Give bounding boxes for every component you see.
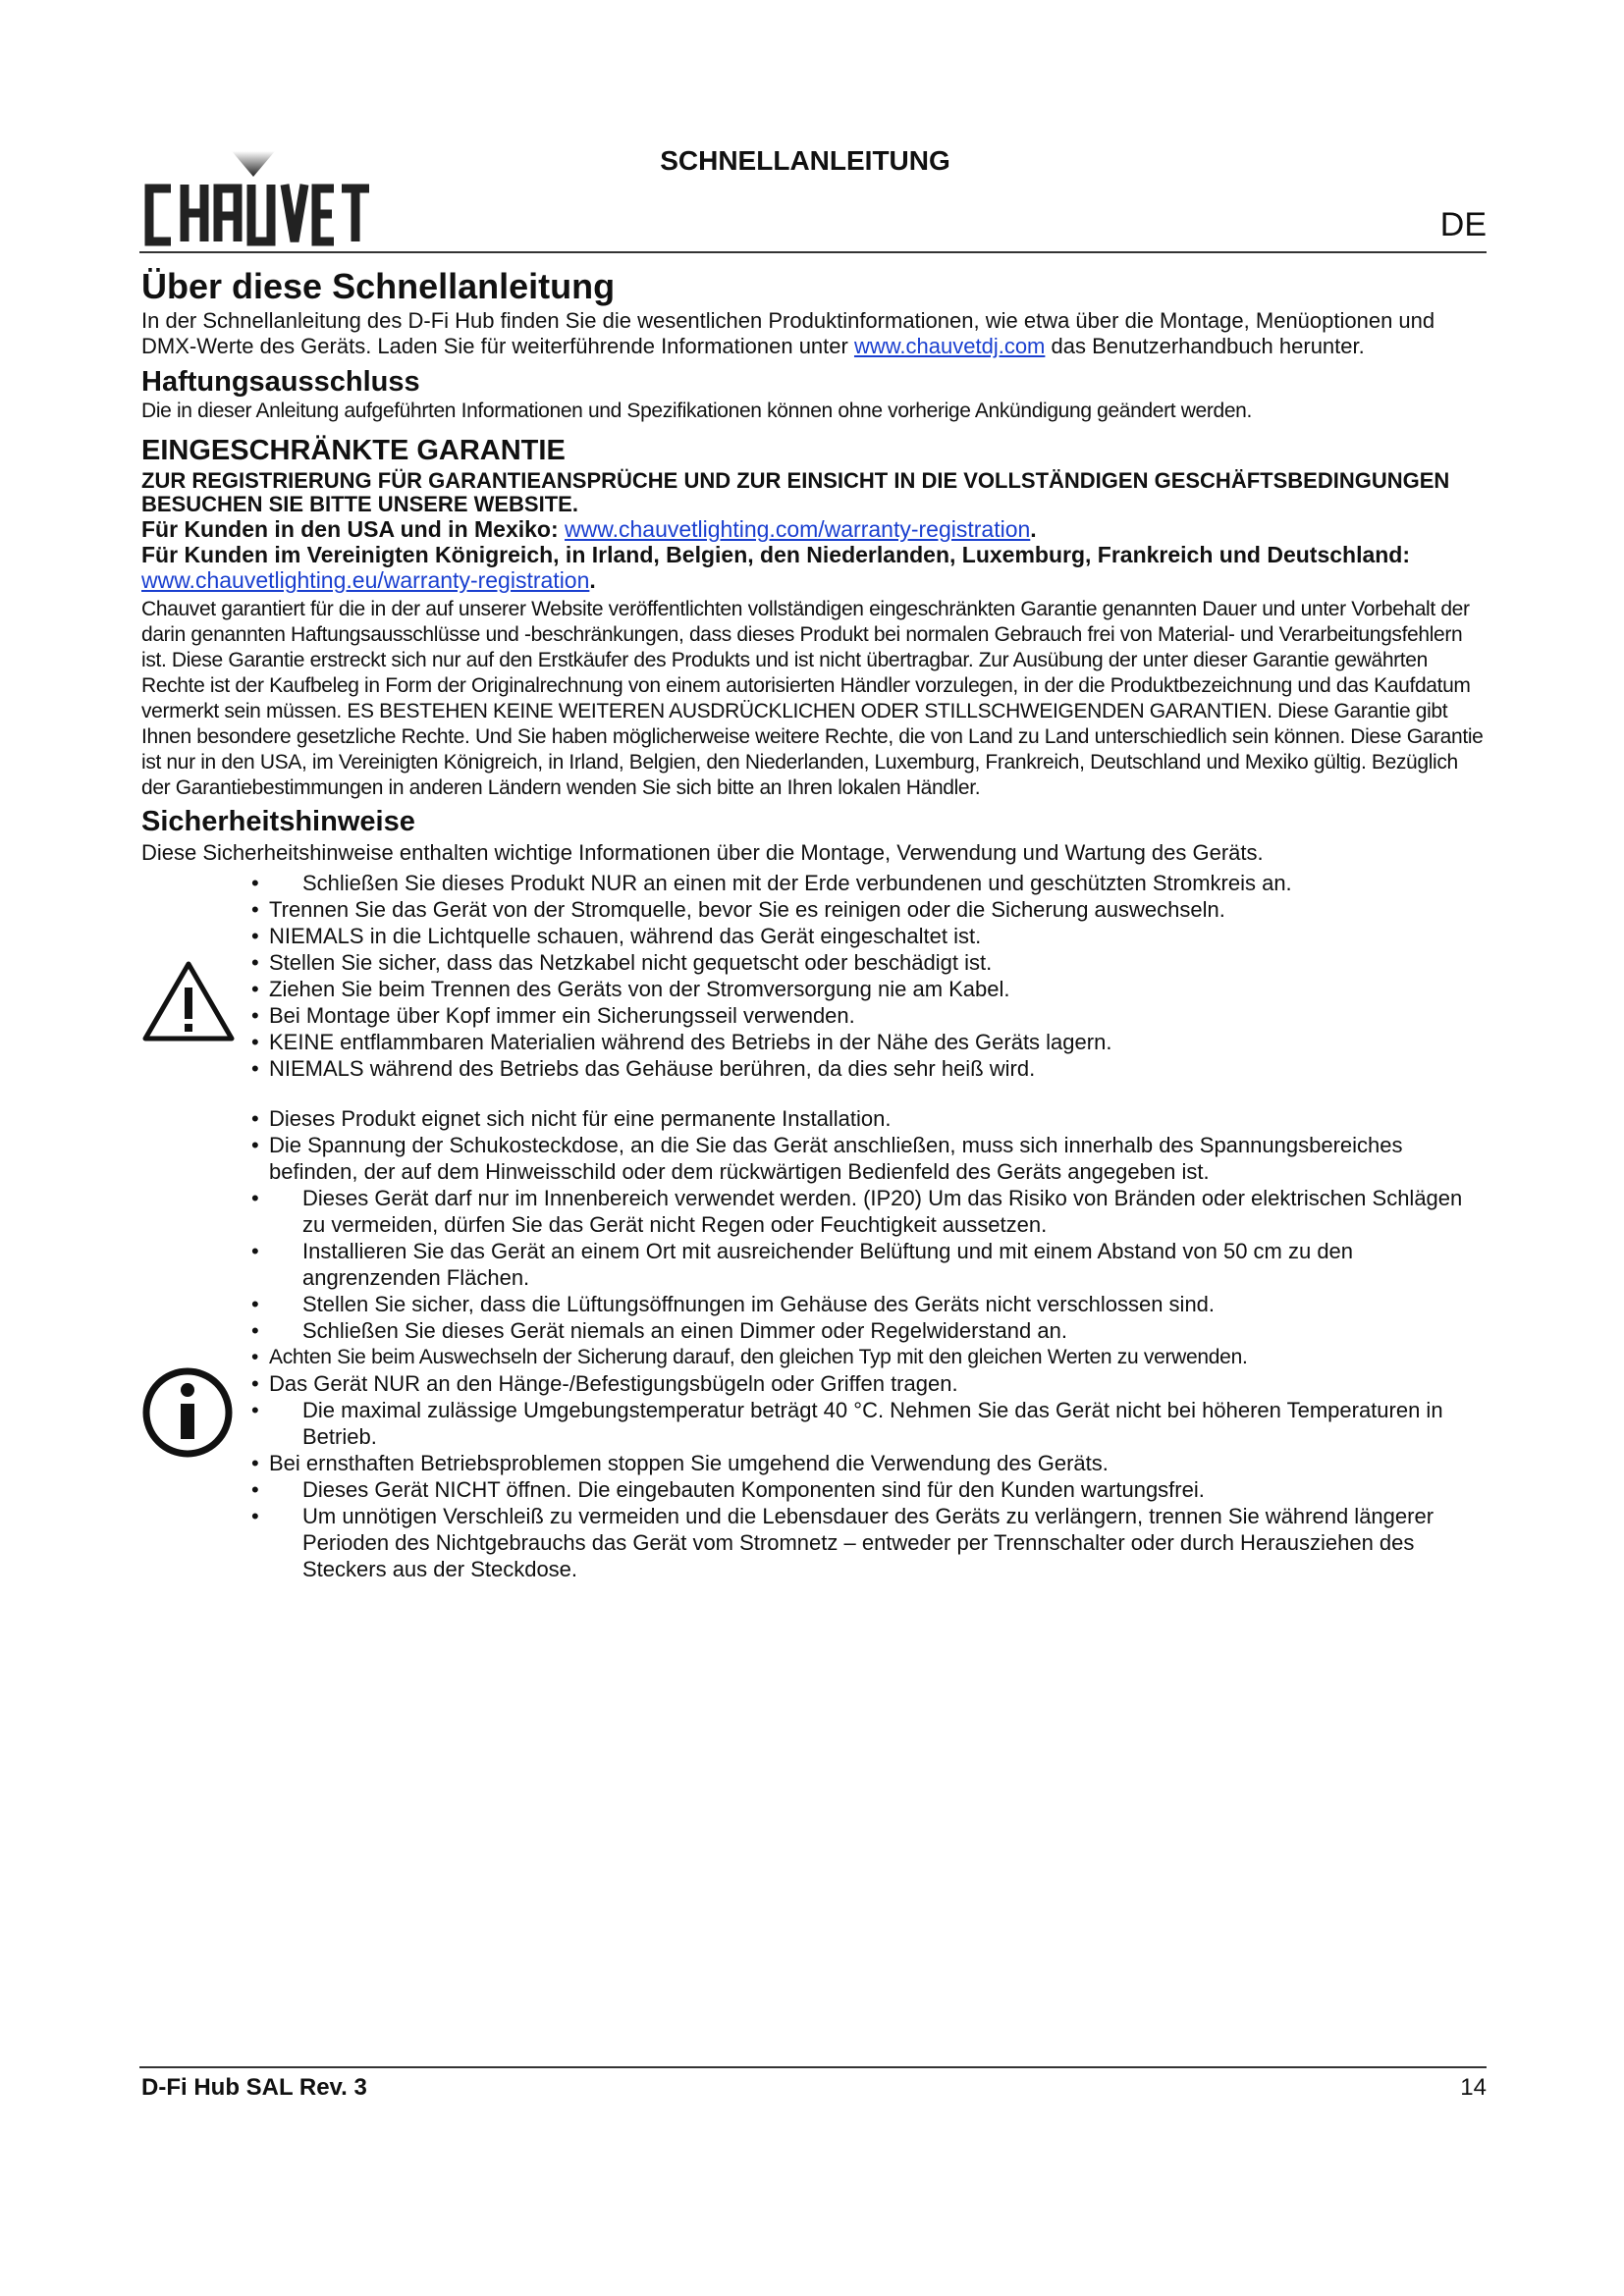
warning-list — [141, 870, 1489, 1082]
warning-item: • Trennen Sie das Gerät von der Stromquelle, bevor Sie es reinigen oder die Sicherung auswechseln. — [251, 896, 1489, 923]
header-title: SCHNELLANLEITUNG — [660, 145, 950, 176]
footer-doc-name: D-Fi Hub SAL Rev. 3 — [141, 2074, 367, 2101]
warning-item: • Schließen Sie dieses Produkt NUR an einen mit der Erde verbundenen und geschützten Stromkreis an. — [251, 870, 1489, 896]
warranty-eu-label: Für Kunden im Vereinigten Königreich, in Irland, Belgien, den Niederlanden, Luxemburg, Frankreich und Deutschland: — [141, 542, 1411, 567]
warranty-usa-link[interactable]: www.chauvetlighting.com/warranty-registration — [565, 516, 1031, 542]
warning-triangle-icon — [141, 958, 236, 1042]
warranty-eu: Für Kunden im Vereinigten Königreich, in Irland, Belgien, den Niederlanden, Luxemburg, Frankreich und Deutschland: www.chauvetlighting.eu/warranty-registration. — [141, 542, 1411, 593]
about-text-before: In der Schnellanleitung des D-Fi Hub finden Sie die wesentlichen Produktinformationen, wie etwa über die Montage, Menüoptionen und DMX-Werte des Geräts. Laden Sie für weiterführende Informationen unter — [141, 308, 1435, 358]
info-item: • Die maximal zulässige Umgebungstemperatur beträgt 40 °C. Nehmen Sie das Gerät nicht bei höheren Temperaturen in Betrieb. — [251, 1397, 1489, 1450]
safety-title: Sicherheitshinweise — [141, 806, 415, 837]
info-item: • Um unnötigen Verschleiß zu vermeiden und die Lebensdauer des Geräts zu verlängern, trennen Sie während längerer Perioden des Nichtgebrauchs das Gerät vom Stromnetz – entweder per Trennschalter oder durch Herausziehen des Steckers aus der Steckdose. — [251, 1503, 1489, 1582]
info-circle-icon — [141, 1366, 234, 1459]
warranty-title: EINGESCHRÄNKTE GARANTIE — [141, 435, 566, 466]
header-divider — [139, 251, 1487, 253]
info-item: • Installieren Sie das Gerät an einem Ort mit ausreichender Belüftung und mit einem Abstand von 50 cm zu den angrenzenden Flächen. — [251, 1238, 1489, 1291]
language-code: DE — [1439, 206, 1487, 243]
warning-item: • Stellen Sie sicher, dass das Netzkabel nicht gequetscht oder beschädigt ist. — [251, 949, 1489, 976]
warning-item: • NIEMALS während des Betriebs das Gehäuse berühren, da dies sehr heiß wird. — [251, 1055, 1489, 1082]
disclaimer-title: Haftungsausschluss — [141, 366, 420, 398]
about-title: Über diese Schnellanleitung — [141, 266, 616, 306]
info-item: • Achten Sie beim Auswechseln der Sicherung darauf, den gleichen Typ mit den gleichen Werten zu verwenden. — [251, 1344, 1489, 1370]
warning-item: • Ziehen Sie beim Trennen des Geräts von der Stromversorgung nie am Kabel. — [251, 976, 1489, 1002]
warning-item: • KEINE entflammbaren Materialien während des Betriebs in der Nähe des Geräts lagern. — [251, 1029, 1489, 1055]
warranty-usa: Für Kunden in den USA und in Mexiko: www.chauvetlighting.com/warranty-registration. — [141, 516, 1037, 542]
warning-item: • NIEMALS in die Lichtquelle schauen, während das Gerät eingeschaltet ist. — [251, 923, 1489, 949]
warranty-eu-link[interactable]: www.chauvetlighting.eu/warranty-registration — [141, 567, 590, 593]
info-item: • Schließen Sie dieses Gerät niemals an einen Dimmer oder Regelwiderstand an. — [251, 1317, 1489, 1344]
footer-divider — [139, 2066, 1487, 2068]
main-content — [141, 265, 1489, 1582]
safety-block — [141, 870, 1489, 1582]
info-item: • Dieses Gerät darf nur im Innenbereich verwendet werden. (IP20) Um das Risiko von Bränden oder elektrischen Schlägen zu vermeiden, dürfen Sie das Gerät nicht Regen oder Feuchtigkeit aussetzen. — [251, 1185, 1489, 1238]
warranty-body: Chauvet garantiert für die in der auf unserer Website veröffentlichten vollständigen eingeschränkten Garantie genannten Dauer und unter Vorbehalt der darin genannten Haftungsausschlüsse und -beschränkungen, dass dieses Produkt bei normalen Gebrauch frei von Material- und Verarbeitungsfehlern ist. Diese Garantie erstreckt sich nur auf den Erstkäufer des Produkts und ist nicht übertragbar. Zur Ausübung der unter dieser Garantie gewährten Rechte ist der Kaufbeleg in Form der Originalrechnung von einem autorisierten Händler vorzulegen, in der die Produktbezeichnung und das Kaufdatum vermerkt sein müssen. ES BESTEHEN KEINE WEITEREN AUSDRÜCKLICHEN ODER STILLSCHWEIGENDEN GARANTIEN. Diese Garantie gibt Ihnen besondere gesetzliche Rechte. Und Sie haben möglicherweise weitere Rechte, die von Land zu Land unterschiedlich sein können. Diese Garantie ist nur in den USA, im Vereinigten Königreich, in Irland, Belgien, den Niederlanden, Luxemburg, Frankreich, Deutschland und Mexiko gültig. Bezüglich der Garantiebestimmungen in anderen Ländern wenden Sie sich bitte an Ihren lokalen Händler. — [141, 598, 1484, 799]
disclaimer-text: Die in dieser Anleitung aufgeführten Informationen und Spezifikationen können ohne vorherige Ankündigung geändert werden. — [141, 400, 1252, 422]
warning-item: • Bei Montage über Kopf immer ein Sicherungsseil verwenden. — [251, 1002, 1489, 1029]
safety-intro: Diese Sicherheitshinweise enthalten wichtige Informationen über die Montage, Verwendung und Wartung des Geräts. — [141, 840, 1264, 865]
chauvetdj-link[interactable]: www.chauvetdj.com — [853, 334, 1046, 358]
about-text — [141, 308, 1489, 359]
info-item: • Dieses Gerät NICHT öffnen. Die eingebauten Komponenten sind für den Kunden wartungsfrei. — [251, 1476, 1489, 1503]
info-item: • Die Spannung der Schukosteckdose, an die Sie das Gerät anschließen, muss sich innerhalb des Spannungsbereiches befinden, der auf dem Hinweisschild oder dem rückwärtigen Bedienfeld des Geräts angegeben ist. — [251, 1132, 1489, 1185]
warranty-usa-label: Für Kunden in den USA und in Mexiko: — [141, 516, 566, 542]
footer-page-number: 14 — [1460, 2074, 1487, 2101]
about-text-after: das Benutzerhandbuch herunter. — [1045, 334, 1365, 358]
chauvet-dj-logo — [141, 147, 377, 257]
info-item: • Dieses Produkt eignet sich nicht für eine permanente Installation. — [251, 1105, 1489, 1132]
info-item: • Bei ernsthaften Betriebsproblemen stoppen Sie umgehend die Verwendung des Geräts. — [251, 1450, 1489, 1476]
info-item: • Stellen Sie sicher, dass die Lüftungsöffnungen im Gehäuse des Geräts nicht verschlossen sind. — [251, 1291, 1489, 1317]
warranty-register-text: ZUR REGISTRIERUNG FÜR GARANTIEANSPRÜCHE UND ZUR EINSICHT IN DIE VOLLSTÄNDIGEN GESCHÄFTSBEDINGUNGEN BESUCHEN SIE BITTE UNSERE WEBSITE. — [141, 468, 1450, 516]
info-list — [141, 1105, 1489, 1582]
info-item: • Das Gerät NUR an den Hänge-/Befestigungsbügeln oder Griffen tragen. — [251, 1370, 1489, 1397]
